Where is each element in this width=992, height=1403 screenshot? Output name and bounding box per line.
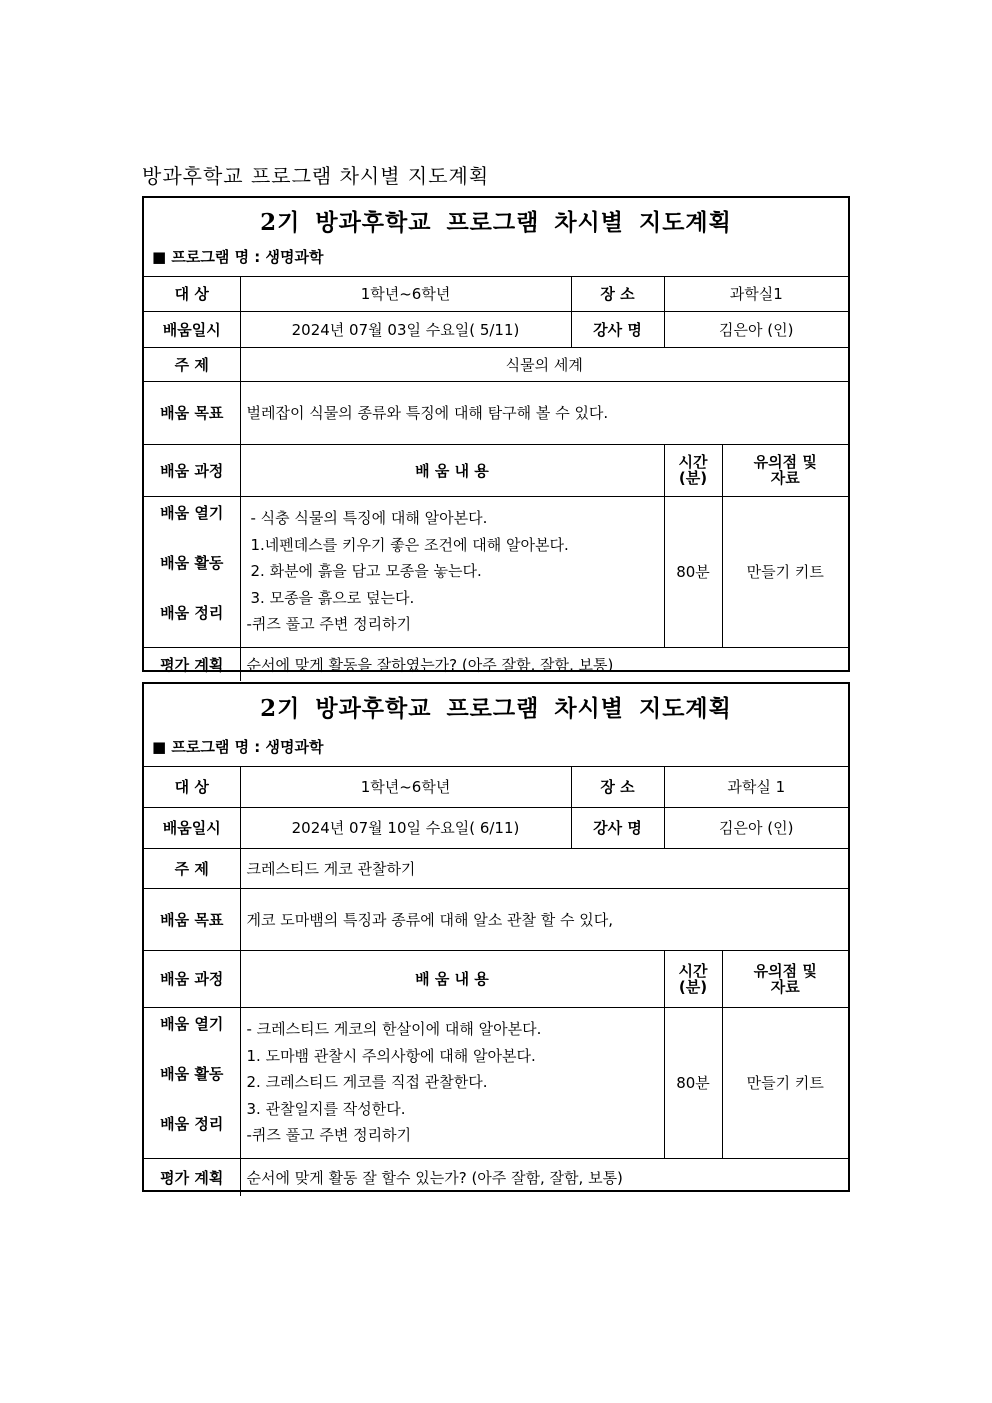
content-line: 2. 크레스티드 게코를 직접 관찰한다. [246,1073,488,1092]
lesson-plan-2 [142,682,850,1192]
goal-label: 배움 목표 [144,888,240,950]
target-row [144,767,848,807]
instructor-value: 김은아 (인) [664,311,848,347]
target-value: 1학년~6학년 [240,767,571,807]
plan-title: 2기 방과후학교 프로그램 차시별 지도계획 [260,209,732,236]
topic-label: 주 제 [144,848,240,888]
date-value: 2024년 07월 03일 수요일( 5/11) [240,311,571,347]
evaluation-row [144,647,848,681]
target-label: 대 상 [144,277,240,311]
stage-list [144,1007,240,1158]
process-body-row [144,1007,848,1158]
date-label: 배움일시 [144,807,240,848]
time-header [664,444,722,496]
stage-close: 배움 정리 [160,1114,224,1133]
date-row [144,311,848,347]
instructor-label: 강사 명 [571,311,664,347]
notes-header-line2: 자료 [770,977,800,996]
stage-open: 배움 열기 [160,503,224,522]
instructor-label: 강사 명 [571,807,664,848]
instructor-value: 김은아 (인) [664,807,848,848]
topic-value: 식물의 세계 [240,347,848,381]
plan-header [144,684,848,767]
goal-label: 배움 목표 [144,381,240,444]
topic-row [144,848,848,888]
content-line: -퀴즈 풀고 주변 정리하기 [246,1126,412,1145]
content-line: - 식충 식물의 특징에 대해 알아본다. [250,509,488,528]
process-header-row [144,950,848,1007]
notes-header-line2: 자료 [770,469,800,487]
content-lines [240,496,664,647]
evaluation-label: 평가 계획 [144,1158,240,1196]
place-label: 장 소 [571,767,664,807]
plan-table [144,767,848,1196]
goal-value: 게코 도마뱀의 특징과 종류에 대해 알소 관찰 할 수 있다, [240,888,848,950]
notes-header-line1: 유의점 및 [753,961,817,980]
time-header-line2: (분) [678,469,708,487]
stage-list [144,496,240,647]
target-value: 1학년~6학년 [240,277,571,311]
time-header-line1: 시간 [678,961,708,980]
time-value: 80분 [664,496,722,647]
process-header-row [144,444,848,496]
topic-row [144,347,848,381]
process-body-row [144,496,848,647]
target-label: 대 상 [144,767,240,807]
notes-value: 만들기 키트 [722,496,848,647]
notes-value: 만들기 키트 [722,1007,848,1158]
stage-close: 배움 정리 [160,603,224,622]
evaluation-label: 평가 계획 [144,647,240,681]
program-name: ■ 프로그램 명 : 생명과학 [152,248,324,266]
evaluation-value: 순서에 맞게 활동 잘 할수 있는가? (아주 잘함, 잘함, 보통) [240,1158,848,1196]
time-header-line1: 시간 [678,453,708,471]
plan-header [144,198,848,277]
evaluation-row [144,1158,848,1196]
content-header: 배 움 내 용 [240,444,664,496]
process-label: 배움 과정 [144,950,240,1007]
document-heading: 방과후학교 프로그램 차시별 지도계획 [142,164,490,188]
target-row [144,277,848,311]
content-line: -퀴즈 풀고 주변 정리하기 [246,615,412,634]
content-lines [240,1007,664,1158]
stage-activity: 배움 활동 [160,553,224,572]
stage-open: 배움 열기 [160,1014,224,1033]
date-value: 2024년 07월 10일 수요일( 6/11) [240,807,571,848]
content-line: - 크레스티드 게코의 한살이에 대해 알아본다. [246,1020,542,1039]
plan-title: 2기 방과후학교 프로그램 차시별 지도계획 [260,695,732,722]
goal-row [144,888,848,950]
goal-value: 벌레잡이 식물의 종류와 특징에 대해 탐구해 볼 수 있다. [240,381,848,444]
date-label: 배움일시 [144,311,240,347]
time-header-line2: (분) [678,977,708,996]
evaluation-value: 순서에 맞게 활동을 잘하였는가? (아주 잘함, 잘함, 보통) [240,647,848,681]
place-value: 과학실 1 [664,767,848,807]
notes-header-line1: 유의점 및 [753,453,817,471]
goal-row [144,381,848,444]
program-name: ■ 프로그램 명 : 생명과학 [152,738,324,756]
content-header: 배 움 내 용 [240,950,664,1007]
process-label: 배움 과정 [144,444,240,496]
topic-label: 주 제 [144,347,240,381]
notes-header [722,950,848,1007]
topic-value: 크레스티드 게코 관찰하기 [240,848,848,888]
notes-header [722,444,848,496]
content-line: 1. 도마뱀 관찰시 주의사항에 대해 알아본다. [246,1046,536,1065]
time-header [664,950,722,1007]
place-label: 장 소 [571,277,664,311]
content-line: 3. 모종을 흙으로 덮는다. [250,588,415,607]
stage-activity: 배움 활동 [160,1064,224,1083]
lesson-plan-1 [142,196,850,672]
content-line: 1.네펜데스를 키우기 좋은 조건에 대해 알아본다. [250,535,569,554]
time-value: 80분 [664,1007,722,1158]
content-line: 2. 화분에 흙을 담고 모종을 놓는다. [250,562,482,581]
content-line: 3. 관찰일지를 작성한다. [246,1099,406,1118]
place-value: 과학실1 [664,277,848,311]
date-row [144,807,848,848]
plan-table [144,277,848,681]
